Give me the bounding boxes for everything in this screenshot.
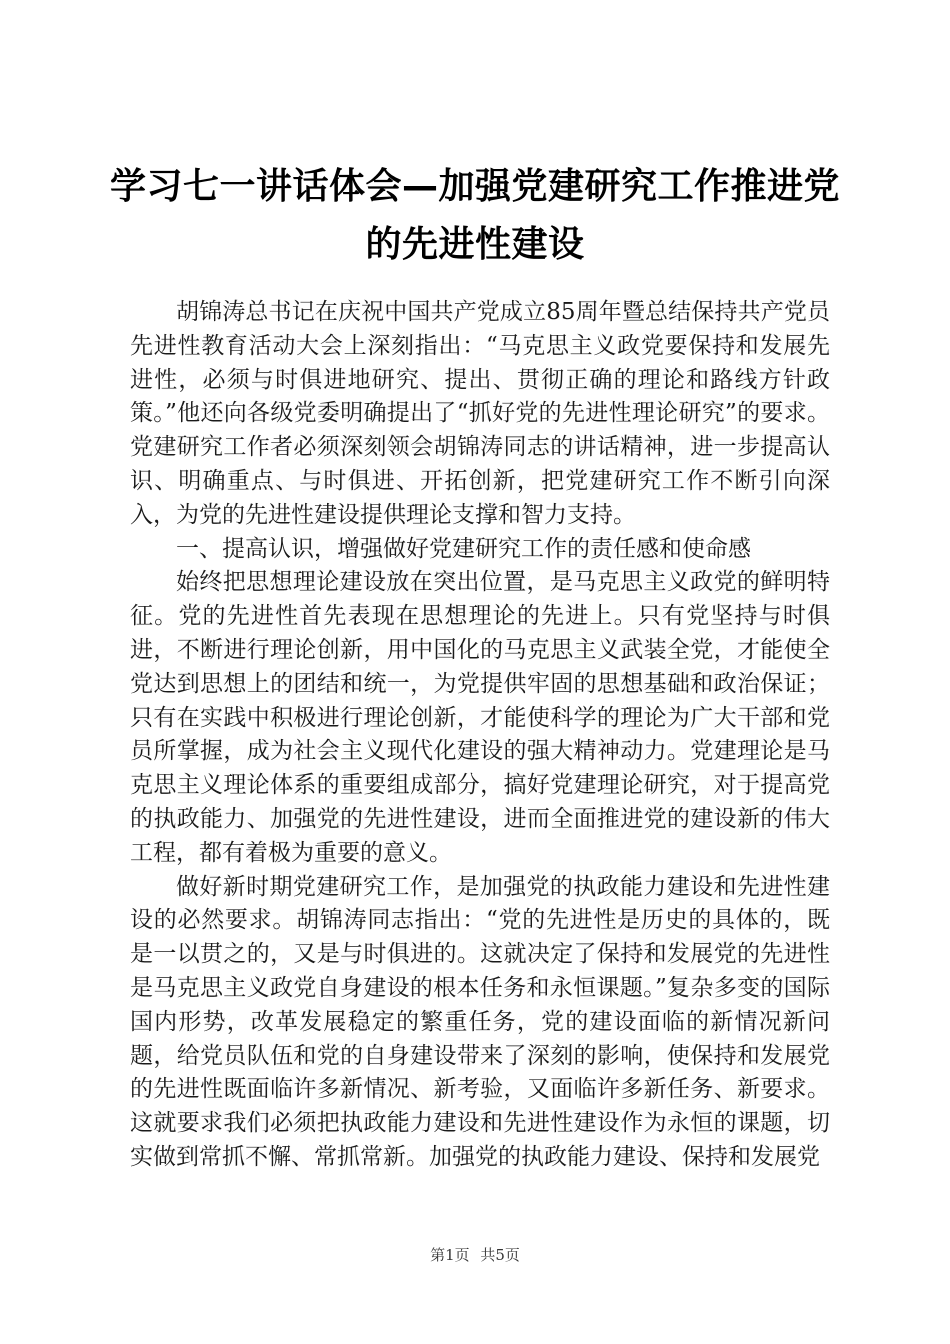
paragraph-2: 始终把思想理论建设放在突出位置，是马克思主义政党的鲜明特征。党的先进性首先表现在思想理论的先进上。只有党坚持与时俱进，不断进行理论创新，用中国化的马克思主义武装全党，才能使全党达到思想上的团结和统一，为党提供牢固的思想基础和政治保证；只有在实践中积极进行理论创新，才能使科学的理论为广大干部和党员所掌握，成为社会主义现代化建设的强大精神动力。党建理论是马克思主义理论体系的重要组成部分，搞好党建理论研究，对于提高党的执政能力、加强党的先进性建设，进而全面推进党的建设新的伟大工程，都有着极为重要的意义。 [130,569,830,866]
page-total: 共5页 [480,1246,520,1264]
page-number: 第1页 [430,1246,470,1264]
paragraph-intro: 胡锦涛总书记在庆祝中国共产党成立85周年暨总结保持共产党员先进性教育活动大会上深刻指出：“马克思主义政党要保持和发展先进性，必须与时俱进地研究、提出、贯彻正确的理论和路线方针政策。”他还向各级党委明确提出了“抓好党的先进性理论研究”的要求。党建研究工作者必须深刻领会胡锦涛同志的讲话精神，进一步提高认识、明确重点、与时俱进、开拓创新，把党建研究工作不断引向深入，为党的先进性建设提供理论支撑和智力支持。 [130,299,830,528]
document-body [130,296,830,1175]
document-title [100,158,850,274]
title-line-2: 的先进性建设 [365,224,585,265]
paragraph-3: 做好新时期党建研究工作，是加强党的执政能力建设和先进性建设的必然要求。胡锦涛同志指出：“党的先进性是历史的具体的，既是一以贯之的，又是与时俱进的。这就决定了保持和发展党的先进性是马克思主义政党自身建设的根本任务和永恒课题。”复杂多变的国际国内形势，改革发展稳定的繁重任务，党的建设面临的新情况新问题，给党员队伍和党的自身建设带来了深刻的影响，使保持和发展党的先进性既面临许多新情况、新考验，又面临许多新任务、新要求。这就要求我们必须把执政能力建设和先进性建设作为永恒的课题，切实做到常抓不懈、常抓常新。加强党的执政能力建设、保持和发展党 [130,873,830,1170]
page-footer [0,1244,950,1265]
section-heading-1: 一、提高认识，增强做好党建研究工作的责任感和使命感 [176,535,751,562]
title-line-1: 学习七一讲话体会—加强党建研究工作推进党 [109,166,840,207]
